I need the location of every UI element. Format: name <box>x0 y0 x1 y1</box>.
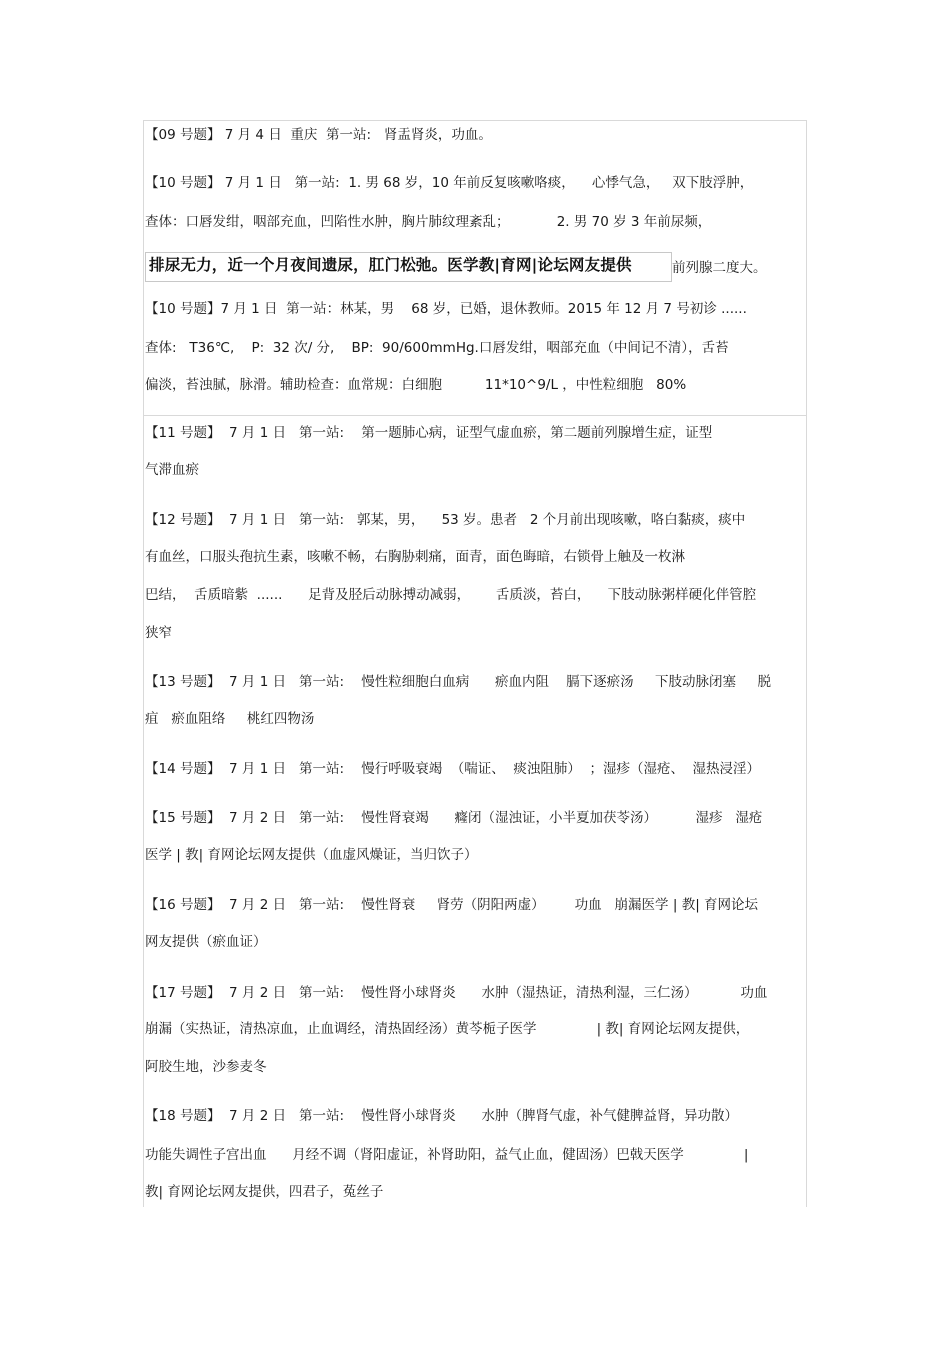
text-line: 【09 号题】 7 月 4 日 重庆 第一站: 肾盂肾炎，功血。 <box>145 127 492 143</box>
text-line: 【10 号题】 7 月 1 日 第一站: 1. 男 68 岁，10 年前反复咳嗽咯痰， 心悸气急， 双下肢浮肿， <box>145 175 754 191</box>
text-line: 【17 号题】 7 月 2 日 第一站: 慢性肾小球肾炎 水肿（湿热证，清热利湿，三仁汤） 功血 <box>145 985 768 1001</box>
text-line: 【10 号题】7 月 1 日 第一站：林某，男 68 岁，已婚，退休教师。2015 年 12 月 7 号初诊 ...... <box>145 301 747 317</box>
table-right-border <box>806 120 807 1207</box>
text-line: 功能失调性子宫出血 月经不调（肾阳虚证，补肾助阳，益气止血，健固汤）巴戟天医学 | <box>145 1147 749 1163</box>
text-line: 【13 号题】 7 月 1 日 第一站: 慢性粒细胞白血病 瘀血内阻 膈下逐瘀汤 下肢动脉闭塞 脱 <box>145 674 772 690</box>
text-line: 巴结， 舌质暗紫 ...... 足背及胫后动脉搏动减弱， 舌质淡，苔白， 下肢动脉粥样硬化伴管腔 <box>145 587 757 603</box>
text-line: 查体：口唇发绀，咽部充血，凹陷性水肿，胸片肺纹理紊乱； 2. 男 70 岁 3 年前尿频， <box>145 214 712 230</box>
text-line: 疽 瘀血阻络 桃红四物汤 <box>145 711 315 727</box>
text-line: 有血丝，口服头孢抗生素，咳嗽不畅，右胸胁刺痛，面青，面色晦暗，右锁骨上触及一枚淋 <box>145 549 685 565</box>
text-line: 【14 号题】 7 月 1 日 第一站: 慢行呼吸衰竭 （喘证、 痰浊阻肺） ；湿疹（湿疮、 湿热浸淫） <box>145 761 761 777</box>
text-line: 偏淡，苔浊腻，脉滑。辅助检查：血常规：白细胞 11*10^9/L ，中性粒细胞 80% <box>145 377 687 393</box>
table-left-border <box>143 120 144 1207</box>
text-line: 【12 号题】 7 月 1 日 第一站: 郭某，男， 53 岁。患者 2 个月前出现咳嗽，咯白黏痰，痰中 <box>145 512 746 528</box>
text-line: 崩漏（实热证，清热凉血，止血调经，清热固经汤）黄芩栀子医学 | 教| 育网论坛网友提供， <box>145 1021 750 1037</box>
text-line: 【16 号题】 7 月 2 日 第一站: 慢性肾衰 肾劳（阴阳两虚） 功血 崩漏医学 | 教| 育网论坛 <box>145 897 759 913</box>
text-line: 查体: T36℃, P: 32 次/ 分, BP: 90/600mmHg.口唇发绀，咽部充血（中间记不清），舌苔 <box>145 340 729 356</box>
table-divider-1 <box>143 415 807 416</box>
text-line: 【11 号题】 7 月 1 日 第一站: 第一题肺心病，证型气虚血瘀，第二题前列腺增生症，证型 <box>145 425 713 441</box>
text-line: 【15 号题】 7 月 2 日 第一站: 慢性肾衰竭 癃闭（湿浊证，小半夏加茯苓汤） 湿疹 湿疮 <box>145 810 763 826</box>
text-line: 前列腺二度大。 <box>672 260 767 276</box>
text-line: 网友提供（瘀血证） <box>145 934 267 950</box>
overlay-banner-text: 排尿无力，近一个月夜间遗尿，肛门松弛。医学教|育网|论坛网友提供 <box>149 256 632 274</box>
table-top-border <box>143 120 807 121</box>
text-line: 【18 号题】 7 月 2 日 第一站: 慢性肾小球肾炎 水肿（脾肾气虚，补气健脾益肾，异功散） <box>145 1108 738 1124</box>
text-line: 气滞血瘀 <box>145 462 199 478</box>
text-line: 阿胶生地，沙参麦冬 <box>145 1059 267 1075</box>
text-line: 狭窄 <box>145 625 172 641</box>
text-line: 教| 育网论坛网友提供，四君子，菟丝子 <box>145 1184 384 1200</box>
text-line: 医学 | 教| 育网论坛网友提供（血虚风燥证，当归饮子） <box>145 847 478 863</box>
